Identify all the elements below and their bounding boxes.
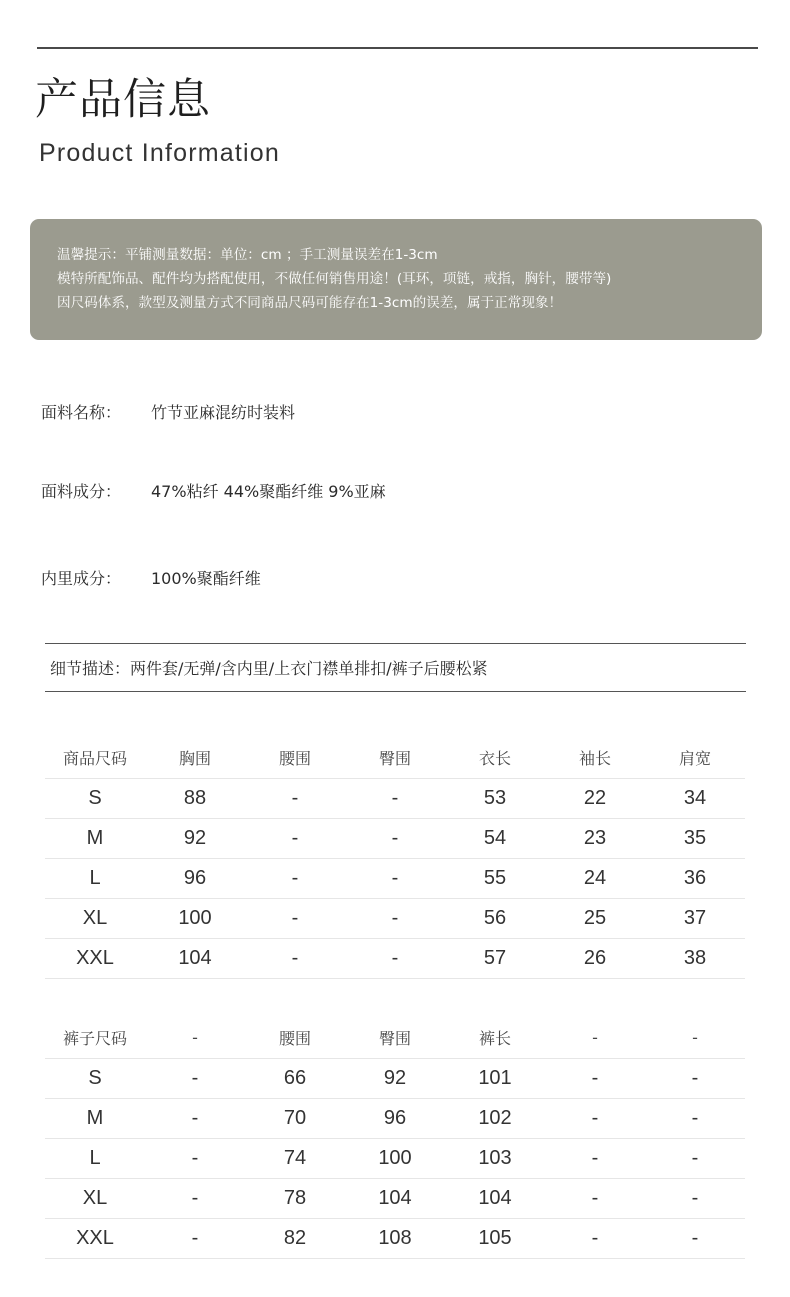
table-cell: 78 — [245, 1178, 345, 1218]
table-header-cell: 腰围 — [245, 738, 345, 778]
table-cell: 22 — [545, 778, 645, 818]
table-cell: 104 — [445, 1178, 545, 1218]
table-cell: S — [45, 778, 145, 818]
table-cell: XXL — [45, 938, 145, 978]
table-cell: - — [545, 1058, 645, 1098]
table-cell: - — [245, 898, 345, 938]
table-cell: XL — [45, 1178, 145, 1218]
table-cell: 23 — [545, 818, 645, 858]
table-cell: - — [245, 938, 345, 978]
table-row — [45, 778, 745, 818]
table-cell: - — [545, 1218, 645, 1258]
table-cell: - — [545, 1138, 645, 1178]
fabric-composition-label: 面料成分： — [41, 482, 122, 501]
table-cell: S — [45, 1058, 145, 1098]
table-cell: - — [145, 1178, 245, 1218]
fabric-composition-row — [41, 479, 386, 502]
table-cell: 108 — [345, 1218, 445, 1258]
table-cell: XXL — [45, 1218, 145, 1258]
table-cell: - — [645, 1098, 745, 1138]
lining-label: 内里成分： — [41, 569, 122, 588]
table-header-cell: 裤子尺码 — [45, 1018, 145, 1058]
table-cell: 38 — [645, 938, 745, 978]
table-row — [45, 858, 745, 898]
table-cell: 35 — [645, 818, 745, 858]
table-cell: - — [145, 1138, 245, 1178]
table-cell: - — [645, 1138, 745, 1178]
detail-row — [45, 643, 746, 692]
table-header-row — [45, 1018, 745, 1058]
table-cell: 70 — [245, 1098, 345, 1138]
table-header-cell: 袖长 — [545, 738, 645, 778]
table-cell: 24 — [545, 858, 645, 898]
notice-box — [30, 219, 762, 340]
table-cell: - — [245, 858, 345, 898]
notice-line: 模特所配饰品、配件均为搭配使用，不做任何销售用途！(耳环，项链，戒指，胸针，腰带等) — [57, 271, 612, 287]
notice-line: 温馨提示：平铺测量数据：单位：cm ；手工测量误差在1-3cm — [57, 247, 438, 263]
table-cell: M — [45, 1098, 145, 1138]
table-cell: - — [545, 1178, 645, 1218]
table-cell: 88 — [145, 778, 245, 818]
table-row — [45, 898, 745, 938]
table-cell: - — [645, 1178, 745, 1218]
table-header-cell: 商品尺码 — [45, 738, 145, 778]
table-cell: 92 — [145, 818, 245, 858]
table-cell: 82 — [245, 1218, 345, 1258]
lining-row — [41, 566, 261, 589]
notice-line: 因尺码体系，款型及测量方式不同商品尺码可能存在1-3cm的误差，属于正常现象！ — [57, 295, 563, 311]
table-cell: 66 — [245, 1058, 345, 1098]
table-row — [45, 1178, 745, 1218]
table-header-cell: 臀围 — [345, 738, 445, 778]
table-cell: 26 — [545, 938, 645, 978]
table-cell: 57 — [445, 938, 545, 978]
table-header-cell: 臀围 — [345, 1018, 445, 1058]
fabric-name-row — [41, 400, 295, 423]
table-cell: 56 — [445, 898, 545, 938]
table-cell: - — [245, 778, 345, 818]
table-cell: M — [45, 818, 145, 858]
table-cell: - — [145, 1218, 245, 1258]
table-cell: - — [145, 1098, 245, 1138]
table-cell: 54 — [445, 818, 545, 858]
detail-value: 两件套/无弹/含内里/上衣门襟单排扣/裤子后腰松紧 — [130, 659, 488, 678]
table-cell: - — [545, 1098, 645, 1138]
table-cell: 100 — [145, 898, 245, 938]
table-cell: 103 — [445, 1138, 545, 1178]
table-cell: - — [645, 1218, 745, 1258]
table-cell: 37 — [645, 898, 745, 938]
table-cell: - — [345, 898, 445, 938]
table-cell: 53 — [445, 778, 545, 818]
table-cell: 104 — [145, 938, 245, 978]
table-cell: - — [245, 818, 345, 858]
table-cell: 74 — [245, 1138, 345, 1178]
table-row — [45, 1138, 745, 1178]
pants-size-table — [45, 1018, 745, 1259]
table-cell: - — [345, 858, 445, 898]
table-cell: - — [345, 818, 445, 858]
table-cell: 92 — [345, 1058, 445, 1098]
table-cell: 25 — [545, 898, 645, 938]
page-subtitle: Product Information — [39, 139, 280, 167]
table-header-row — [45, 738, 745, 778]
table-row — [45, 1058, 745, 1098]
page-title: 产品信息 — [35, 75, 211, 125]
table-header-cell: - — [645, 1018, 745, 1058]
table-row — [45, 938, 745, 978]
table-cell: 36 — [645, 858, 745, 898]
table-cell: 55 — [445, 858, 545, 898]
table-header-cell: 腰围 — [245, 1018, 345, 1058]
table-header-cell: 肩宽 — [645, 738, 745, 778]
table-cell: XL — [45, 898, 145, 938]
fabric-composition-value: 47%粘纤 44%聚酯纤维 9%亚麻 — [151, 482, 386, 501]
table-cell: 34 — [645, 778, 745, 818]
table-header-cell: 衣长 — [445, 738, 545, 778]
detail-label: 细节描述： — [50, 659, 131, 678]
table-cell: - — [145, 1058, 245, 1098]
top-divider — [37, 47, 758, 49]
table-cell: - — [345, 778, 445, 818]
table-header-cell: 裤长 — [445, 1018, 545, 1058]
table-cell: L — [45, 1138, 145, 1178]
fabric-name-label: 面料名称： — [41, 403, 122, 422]
table-cell: 96 — [145, 858, 245, 898]
table-cell: 104 — [345, 1178, 445, 1218]
fabric-name-value: 竹节亚麻混纺时装料 — [151, 403, 296, 422]
lining-value: 100%聚酯纤维 — [151, 569, 261, 588]
table-row — [45, 818, 745, 858]
table-cell: 100 — [345, 1138, 445, 1178]
table-cell: - — [645, 1058, 745, 1098]
table-cell: 96 — [345, 1098, 445, 1138]
table-row — [45, 1218, 745, 1258]
table-row — [45, 1098, 745, 1138]
table-cell: - — [345, 938, 445, 978]
table-cell: 102 — [445, 1098, 545, 1138]
table-header-cell: - — [145, 1018, 245, 1058]
top-size-table — [45, 738, 745, 979]
table-header-cell: - — [545, 1018, 645, 1058]
table-cell: L — [45, 858, 145, 898]
table-header-cell: 胸围 — [145, 738, 245, 778]
table-cell: 101 — [445, 1058, 545, 1098]
table-cell: 105 — [445, 1218, 545, 1258]
